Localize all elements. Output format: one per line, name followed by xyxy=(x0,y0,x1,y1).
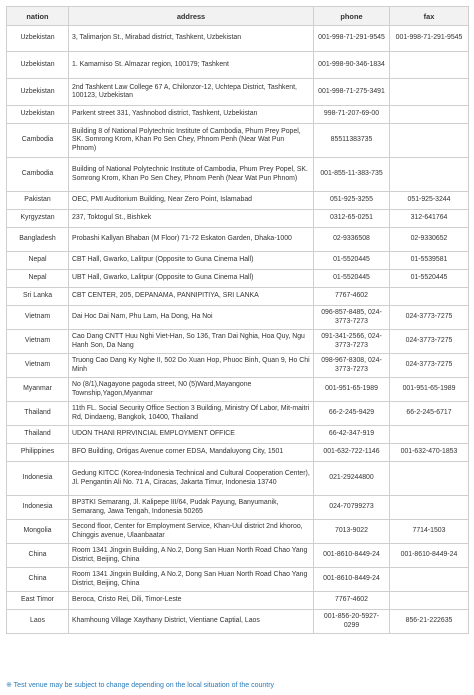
address-cell: UDON THANI RPRVINCIAL EMPLOYMENT OFFICE xyxy=(69,426,314,444)
table-row xyxy=(7,288,469,306)
table-row xyxy=(7,444,469,462)
nation-cell: Uzbekistan xyxy=(7,79,69,106)
nation-cell: Pakistan xyxy=(7,192,69,210)
table-row xyxy=(7,124,469,158)
table-row xyxy=(7,270,469,288)
phone-cell: 001-856-20-5927-0299 xyxy=(314,610,390,634)
phone-cell: 7013-9022 xyxy=(314,520,390,544)
fax-cell xyxy=(390,462,469,496)
fax-cell: 66-2-245-6717 xyxy=(390,402,469,426)
address-cell: CBT CENTER, 205, DEPANAMA, PANNIPITIYA, SRI LANKA xyxy=(69,288,314,306)
fax-cell xyxy=(390,158,469,192)
nation-cell: China xyxy=(7,568,69,592)
phone-cell: 096-857-8485, 024-3773-7273 xyxy=(314,306,390,330)
column-header-phone: phone xyxy=(314,7,390,26)
nation-cell: Vietnam xyxy=(7,330,69,354)
nation-cell: Uzbekistan xyxy=(7,52,69,79)
phone-cell: 66-42-347-919 xyxy=(314,426,390,444)
table-row xyxy=(7,26,469,52)
phone-cell: 02-9336508 xyxy=(314,228,390,252)
fax-cell: 01-5539581 xyxy=(390,252,469,270)
phone-cell: 024-70799273 xyxy=(314,496,390,520)
table-row xyxy=(7,568,469,592)
table-row xyxy=(7,592,469,610)
address-cell: Parkent street 331, Yashnobod district, Tashkent, Uzbekistan xyxy=(69,106,314,124)
fax-cell xyxy=(390,426,469,444)
nation-cell: Philippines xyxy=(7,444,69,462)
phone-cell: 001-632-722-1146 xyxy=(314,444,390,462)
phone-cell: 85511383735 xyxy=(314,124,390,158)
fax-cell xyxy=(390,496,469,520)
phone-cell: 001-998-71-291-9545 xyxy=(314,26,390,52)
table-row xyxy=(7,462,469,496)
fax-cell: 024-3773-7275 xyxy=(390,306,469,330)
nation-cell: Cambodia xyxy=(7,124,69,158)
nation-cell: East Timor xyxy=(7,592,69,610)
table-body xyxy=(7,26,469,634)
address-cell: 11th FL. Social Security Office Section 3 Building, Ministry Of Labor, Mit-maitri Rd, Dindaeng, Bangkok, 10400, Thailand xyxy=(69,402,314,426)
test-venue-table xyxy=(6,6,469,634)
nation-cell: Cambodia xyxy=(7,158,69,192)
phone-cell: 001-855-11-383-735 xyxy=(314,158,390,192)
table-row xyxy=(7,252,469,270)
column-header-nation: nation xyxy=(7,7,69,26)
nation-cell: Mongolia xyxy=(7,520,69,544)
fax-cell: 7714-1503 xyxy=(390,520,469,544)
phone-cell: 66-2-245-9429 xyxy=(314,402,390,426)
table-header-row xyxy=(7,7,469,26)
nation-cell: Uzbekistan xyxy=(7,106,69,124)
fax-cell: 856-21-222635 xyxy=(390,610,469,634)
phone-cell: 001-998-90-346-1834 xyxy=(314,52,390,79)
fax-cell: 001-632-470-1853 xyxy=(390,444,469,462)
phone-cell: 01-5520445 xyxy=(314,252,390,270)
phone-cell: 091-341-2566, 024-3773-7273 xyxy=(314,330,390,354)
nation-cell: Vietnam xyxy=(7,306,69,330)
address-cell: Cao Dang CNTT Huu Nghi Viet-Han, So 136, Tran Dai Nghia, Hoa Quy, Ngu Hanh Son, Da Nang xyxy=(69,330,314,354)
address-cell: Gedung KITCC (Korea-Indonesia Technical and Cultural Cooperation Center), Jl. Pengantin Ali No. 71 A, Ciracas, Jakarta Timur, Indonesia 13740 xyxy=(69,462,314,496)
address-cell: Probashi Kallyan Bhaban (M Floor) 71-72 Eskaton Garden, Dhaka-1000 xyxy=(69,228,314,252)
column-header-fax: fax xyxy=(390,7,469,26)
phone-cell: 001-998-71-275-3491 xyxy=(314,79,390,106)
table-row xyxy=(7,79,469,106)
fax-cell xyxy=(390,106,469,124)
fax-cell: 01-5520445 xyxy=(390,270,469,288)
fax-cell xyxy=(390,568,469,592)
nation-cell: Indonesia xyxy=(7,496,69,520)
address-cell: Truong Cao Dang Ky Nghe II, 502 Do Xuan Hop, Phuoc Binh, Quan 9, Ho Chi Minh xyxy=(69,354,314,378)
address-cell: Room 1341 Jingxin Building, A No.2, Dong San Huan North Road Chao Yang District, Beijing, China xyxy=(69,544,314,568)
table-row xyxy=(7,158,469,192)
table-row xyxy=(7,106,469,124)
table-row xyxy=(7,52,469,79)
nation-cell: Nepal xyxy=(7,270,69,288)
table-row xyxy=(7,544,469,568)
nation-cell: China xyxy=(7,544,69,568)
fax-cell xyxy=(390,52,469,79)
address-cell: 237, Toktogul St., Bishkek xyxy=(69,210,314,228)
nation-cell: Nepal xyxy=(7,252,69,270)
table-row xyxy=(7,426,469,444)
nation-cell: Sri Lanka xyxy=(7,288,69,306)
address-cell: CBT Hall, Gwarko, Lalitpur (Opposite to Guna Cinema Hall) xyxy=(69,252,314,270)
phone-cell: 001-951-65-1989 xyxy=(314,378,390,402)
column-header-address: address xyxy=(69,7,314,26)
table-row xyxy=(7,610,469,634)
nation-cell: Bangladesh xyxy=(7,228,69,252)
fax-cell: 001-8610-8449-24 xyxy=(390,544,469,568)
table-row xyxy=(7,402,469,426)
address-cell: 1. Kamarniso St. Almazar region, 100179; Tashkent xyxy=(69,52,314,79)
phone-cell: 021-29244800 xyxy=(314,462,390,496)
address-cell: No (8/1),Nagayone pagoda street, N0 (5)Ward,Mayangone Township,Yagon,Myanmar xyxy=(69,378,314,402)
phone-cell: 098-967-8308, 024-3773-7273 xyxy=(314,354,390,378)
address-cell: Khamhoung Village Xaythany District, Vientiane Captial, Laos xyxy=(69,610,314,634)
phone-cell: 051-925-3255 xyxy=(314,192,390,210)
fax-cell: 001-951-65-1989 xyxy=(390,378,469,402)
address-cell: Dai Hoc Dai Nam, Phu Lam, Ha Dong, Ha Noi xyxy=(69,306,314,330)
nation-cell: Laos xyxy=(7,610,69,634)
table-row xyxy=(7,520,469,544)
phone-cell: 0312-65-0251 xyxy=(314,210,390,228)
address-cell: Room 1341 Jingxin Building, A No.2, Dong San Huan North Road Chao Yang District, Beijing, China xyxy=(69,568,314,592)
address-cell: UBT Hall, Gwarko, Lalitpur (Opposite to Guna Cinema Hall) xyxy=(69,270,314,288)
address-cell: 3, Talimarjon St., Mirabad district, Tashkent, Uzbekistan xyxy=(69,26,314,52)
fax-cell: 02-9330652 xyxy=(390,228,469,252)
phone-cell: 001-8610-8449-24 xyxy=(314,568,390,592)
table-row xyxy=(7,192,469,210)
address-cell: 2nd Tashkent Law College 67 A, Chilonzor-12, Uchtepa District, Tashkent, 100123, Uzbekistan xyxy=(69,79,314,106)
fax-cell: 051-925-3244 xyxy=(390,192,469,210)
address-cell: Second floor, Center for Employment Service, Khan-Uul district 2nd khoroo, Chinggis avenue, Ulaanbaatar xyxy=(69,520,314,544)
nation-cell: Uzbekistan xyxy=(7,26,69,52)
fax-cell xyxy=(390,124,469,158)
table-row xyxy=(7,330,469,354)
fax-cell xyxy=(390,79,469,106)
table-row xyxy=(7,306,469,330)
venue-change-note: ※ Test venue may be subject to change depending on the local situation of the country xyxy=(6,682,275,689)
nation-cell: Indonesia xyxy=(7,462,69,496)
nation-cell: Vietnam xyxy=(7,354,69,378)
phone-cell: 7767-4602 xyxy=(314,288,390,306)
phone-cell: 001-8610-8449-24 xyxy=(314,544,390,568)
address-cell: Beroca, Cristo Rei, Dili, Timor-Leste xyxy=(69,592,314,610)
table-row xyxy=(7,496,469,520)
address-cell: BP3TKI Semarang, Jl. Kalipepe III/64, Pudak Payung, Banyumanik, Semarang, Jawa Tengah, Indonesia 50265 xyxy=(69,496,314,520)
table-row xyxy=(7,354,469,378)
fax-cell xyxy=(390,288,469,306)
table-row xyxy=(7,228,469,252)
phone-cell: 7767-4602 xyxy=(314,592,390,610)
address-cell: OEC, PMI Auditorium Building, Near Zero Point, Islamabad xyxy=(69,192,314,210)
fax-cell: 024-3773-7275 xyxy=(390,354,469,378)
fax-cell: 024-3773-7275 xyxy=(390,330,469,354)
fax-cell: 001-998-71-291-9545 xyxy=(390,26,469,52)
nation-cell: Myanmar xyxy=(7,378,69,402)
address-cell: BFO Building, Ortigas Avenue corner EDSA, Mandaluyong City, 1501 xyxy=(69,444,314,462)
fax-cell xyxy=(390,592,469,610)
fax-cell: 312-641764 xyxy=(390,210,469,228)
phone-cell: 998-71-207-69-00 xyxy=(314,106,390,124)
table-row xyxy=(7,210,469,228)
address-cell: Building 8 of National Polytechnic Institute of Cambodia, Phum Prey Popel, SK. Somrong Krom, Khan Po Sen Chey, Phnom Penh (Near Wat Pun Phnom) xyxy=(69,124,314,158)
nation-cell: Thailand xyxy=(7,402,69,426)
nation-cell: Thailand xyxy=(7,426,69,444)
table-row xyxy=(7,378,469,402)
address-cell: Building of National Polytechnic Institute of Cambodia, Phum Prey Popel, SK. Somrong Krom, Khan Po Sen Chey, Phnom Penh (Near Wat Pun Phnom) xyxy=(69,158,314,192)
phone-cell: 01-5520445 xyxy=(314,270,390,288)
nation-cell: Kyrgyzstan xyxy=(7,210,69,228)
